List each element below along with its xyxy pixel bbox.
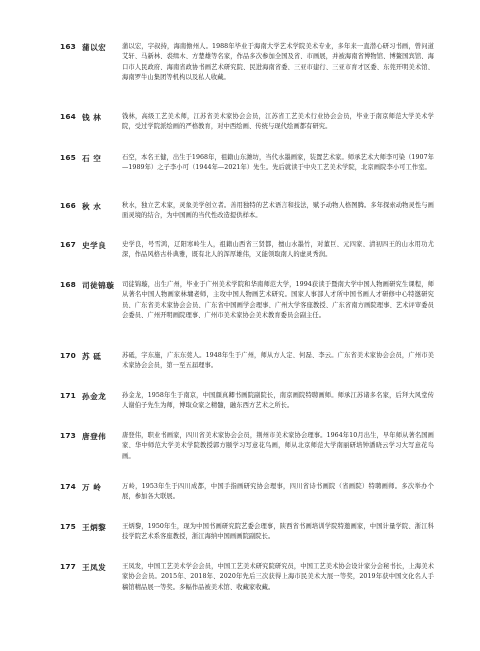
entry-name: 司徒锦璇 [82,281,115,290]
entry-number: 166 [60,201,77,210]
entry-number: 177 [60,562,77,571]
entry-bio: 万岭，1953年生于四川成都，中国手指画研究协会理事，四川省诗书画院（省画院）特聘画师。多次举办个展，参加各大联展。 [122,483,434,501]
entry-name: 蒲以宏 [82,43,107,52]
entry-number: 170 [60,351,77,360]
entry-bio: 司徒锦璇，出生广州，毕业于广州美术学院和华南师范大学，1994获读于暨南大学中国人物画研究生课程，师从著名中国人物画家林墉老师，主攻中国人物画艺术研究。国家人事部人才所中国书画人才研修中心特邀研究员、广东省美术家协会会员、广东省中国画学会理事、广州大学客座教授、广东省南方画院理事、艺术评审委员会委员、广州开明画院理事、广州市美术家协会美术教育委员会副主任。 [122,281,434,320]
entry-name: 苏 砥 [82,352,102,361]
entry-bio: 秋水，独立艺术家，灵象美学创立者。善用独特的艺术语言和技法，赋予动物人格图腾。多年探索动物灵性与画面灵境的结合，为中国画的当代性改造提供样本。 [122,202,434,220]
entry-number: 163 [60,42,77,51]
entry-bio: 王凤发，中国工艺美术学会会员，中国工艺美术研究院研究员，中国工艺美术协会设计家分会秘书长，上海美术家协会会员。2015年、2018年、2020年先后三次获得上海市民美术大展一等奖，2019年获中国文化名人手稿馆精品展一等奖。多幅作品被美术馆、收藏家收藏。 [122,563,434,591]
entry-name: 王凤发 [82,563,107,572]
entry-name: 孙金龙 [82,392,107,401]
entry-number: 171 [60,391,77,400]
entry-bio: 钱林，高级工艺美术师，江苏省美术家协会会员，江苏省工艺美术行业协会会员，毕业于南京师范大学美术学院，受过学院派绘画的严格教育，对中西绘画、传统与现代绘画都有研究。 [122,113,434,131]
entry-name: 石 空 [82,154,102,163]
entry-number: 164 [60,112,77,121]
entry-bio: 王炳黎，1950年生，现为中国书画研究院艺委会理事，陕西省书画培训学院特邀画家，中国计量学院、浙江科技学院艺术系客座教授，浙江海纳中国画画院副院长。 [122,523,434,541]
entry-name: 王炳黎 [82,523,107,532]
entry-name: 秋 水 [82,202,102,211]
entry-bio: 唐登伟，职业书画家，四川省美术家协会会员，荆州市美术家协会理事。1964年10月出生，早年师从著名国画家、华中师范大学美术学院教授郭方颐学习写意花鸟画，师从北京师范大学南丽研培钟潘晓云学习大写意花鸟画。 [122,432,434,460]
entry-number: 173 [60,431,77,440]
entry-bio: 苏砥，字东施，广东东莞人。1948年生于广州，师从方人定、何磊、李云。广东省美术家协会会员，广州市美术家协会会员，第一至五届理事。 [122,352,434,370]
entry-name: 钱 林 [82,113,102,122]
entry-name: 唐登伟 [82,432,107,441]
entry-bio: 孙金龙，1958年生于南京，中国颜真卿书画院副院长，南京画院特聘画师。师承江苏诸多名家，后拜大风堂传人谢伯子先生为师，博取众家之精髓，融东西方艺术之所长。 [122,392,434,410]
entry-bio: 史学良，号雪鸿，辽阳寒岭生人，祖籍山西省三贤都，擅山水墨竹，对董巨、元四家、清初四王的山水用功尤深，作品风格古朴典雅，既有北人的浑厚雄伟，又能领取南人的虚灵秀润。 [122,241,434,259]
entry-bio: 蒲以宏，字叔持，海南儋州人。1988年毕业于海南大学艺术学院美术专业，多年来一直潜心研习书画，曾问道艾轩、马新林、裘缉木、方楚雄等名家，作品多次参加全国及省、市画展，并被海南省博物馆、博鳌国宾馆、海口市人民政府、海南省政协书画艺术研究院、民进海南省委、三亚市建行、三亚市育才区委、东莞开明美术馆、海南罗牛山集团等机构以及私人收藏。 [122,43,434,82]
entry-name: 万 岭 [82,483,102,492]
entry-number: 167 [60,240,77,249]
entry-number: 175 [60,522,77,531]
entry-bio: 石空，本名王健，出生于1968年，祖籍山东潍坊，当代水墨画家，装置艺术家。师承艺术大师李可染（1907年—1989年）之子李小可（1944年—2021年）先生。先后就读于中央工艺美术学院，北京画院李小可工作室。 [122,154,434,172]
entry-number: 165 [60,153,77,162]
entry-number: 174 [60,482,77,491]
entry-number: 168 [60,280,77,289]
entry-name: 史学良 [82,241,107,250]
